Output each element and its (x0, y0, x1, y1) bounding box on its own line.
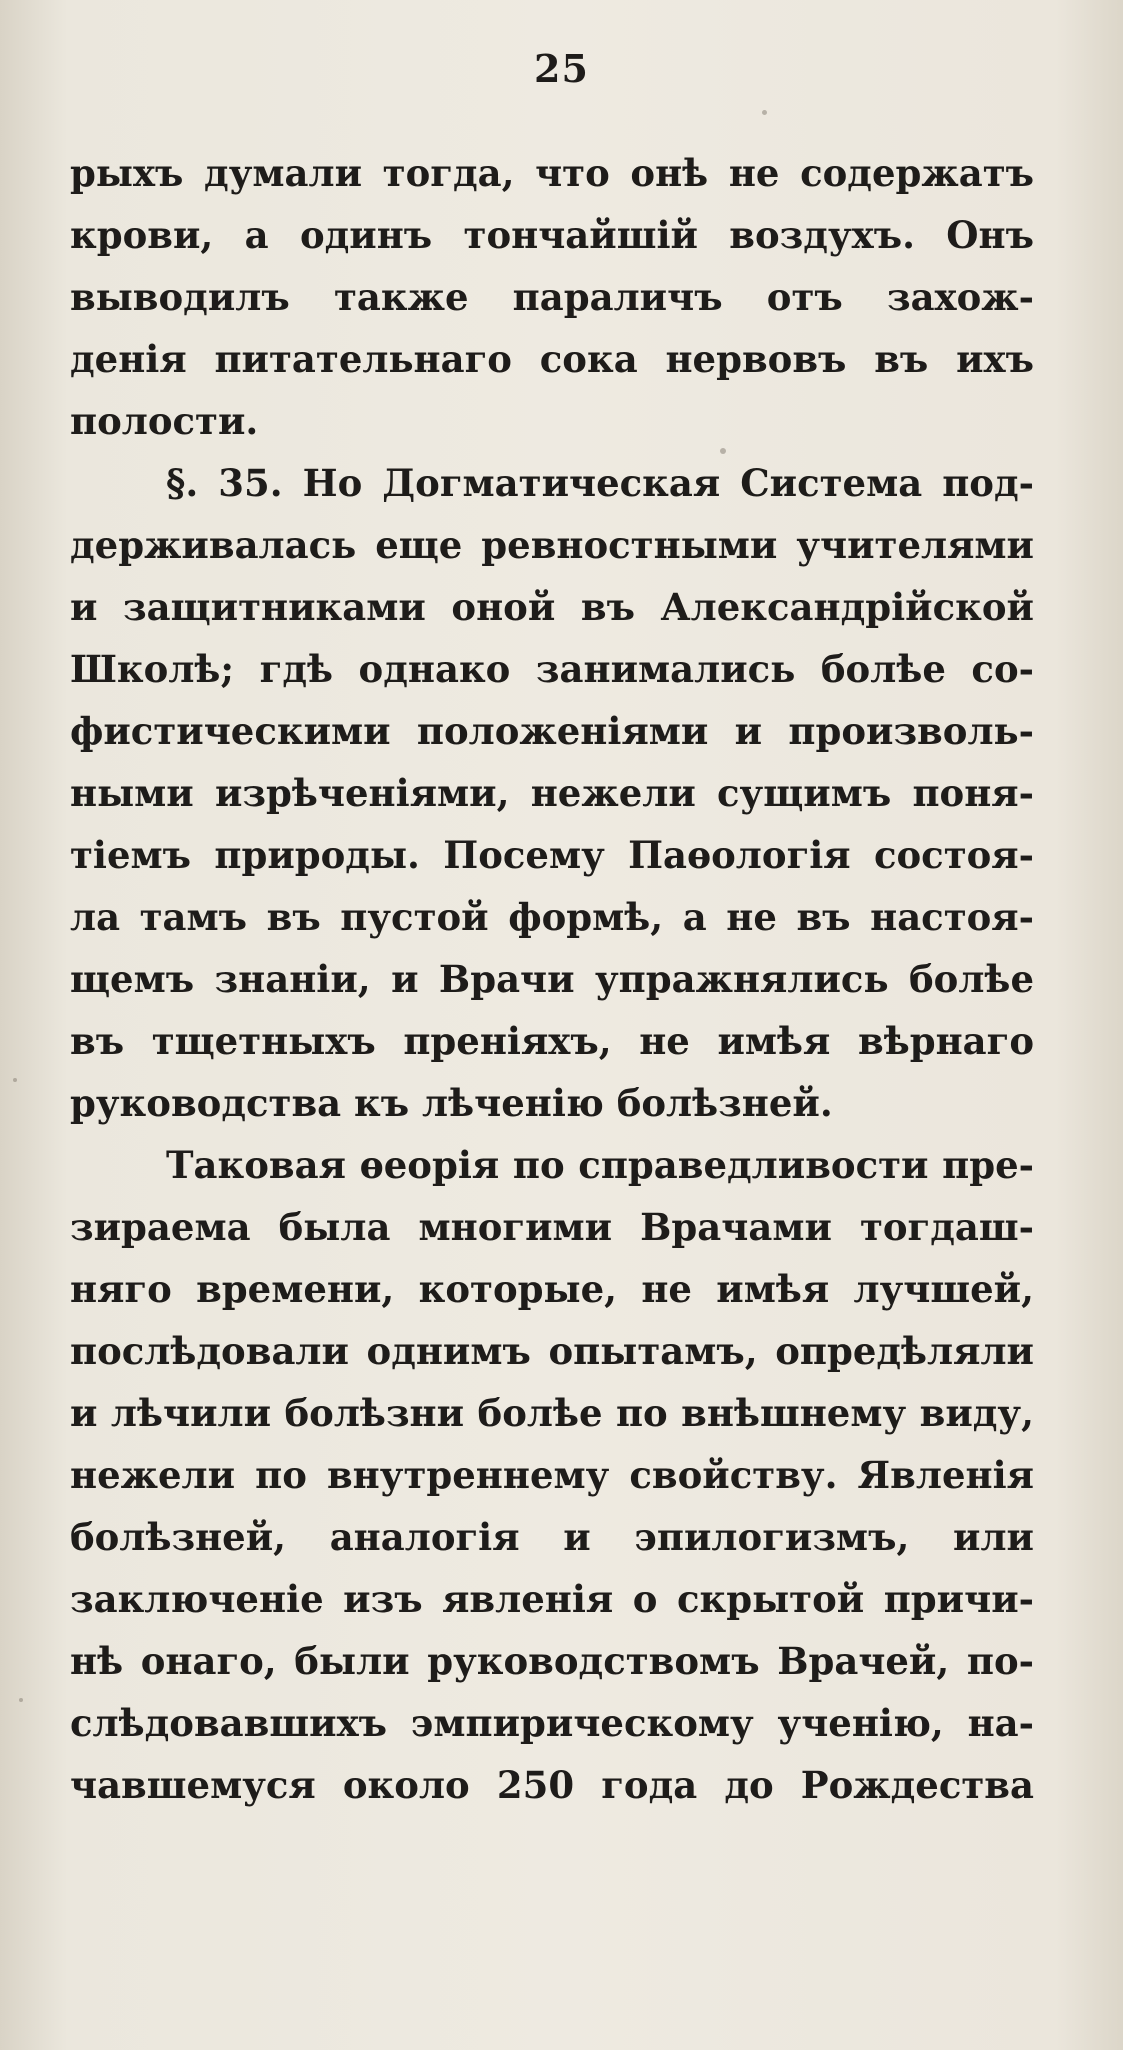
paper-speck (19, 1698, 23, 1702)
text-line: чавшемуся около 250 года до Рождества (70, 1763, 1034, 1807)
text-line: денія питательнаго сока нервовъ въ ихъ (70, 337, 1034, 381)
text-line: держивалась еще ревностными учителями (70, 523, 1034, 567)
text-line: ла тамъ въ пустой формѣ, а не въ настоя- (70, 895, 1034, 939)
text-line: полости. (70, 399, 259, 443)
text-line: выводилъ также параличъ отъ захож- (70, 275, 1034, 319)
paper-speck (720, 448, 726, 454)
text-line: Таковая ѳеорія по справедливости пре- (166, 1143, 1034, 1187)
text-line: болѣзней, аналогія и эпилогизмъ, или (70, 1515, 1034, 1559)
text-line: въ тщетныхъ преніяхъ, не имѣя вѣрнаго (70, 1019, 1034, 1063)
page-number: 25 (534, 46, 589, 91)
text-line: §. 35. Но Догматическая Система под- (166, 461, 1034, 505)
paper-speck (762, 110, 767, 115)
body-text (70, 142, 1034, 1816)
text-line: няго времени, которые, не имѣя лучшей, (70, 1267, 1034, 1311)
paragraph (70, 1134, 1034, 1816)
text-line: зираема была многими Врачами тогдаш- (70, 1205, 1034, 1249)
text-line: Школѣ; гдѣ однако занимались болѣе со- (70, 647, 1034, 691)
text-line: руководства къ лѣченію болѣзней. (70, 1081, 833, 1125)
paragraph (70, 142, 1034, 452)
text-line: нежели по внутреннему свойству. Явленія (70, 1453, 1034, 1497)
text-line: послѣдовали однимъ опытамъ, опредѣляли (70, 1329, 1034, 1373)
text-line: тіемъ природы. Посему Паѳологія состоя- (70, 833, 1034, 877)
paragraph (70, 452, 1034, 1134)
text-line: щемъ знаніи, и Врачи упражнялись болѣе (70, 957, 1034, 1001)
text-line: слѣдовавшихъ эмпирическому ученію, на- (70, 1701, 1034, 1745)
text-line: крови, а одинъ тончайшій воздухъ. Онъ (70, 213, 1034, 257)
text-line: заключеніе изъ явленія о скрытой причи- (70, 1577, 1034, 1621)
text-line: и защитниками оной въ Александрійской (70, 585, 1034, 629)
text-line: и лѣчили болѣзни болѣе по внѣшнему виду, (70, 1391, 1034, 1435)
text-line: нѣ онаго, были руководствомъ Врачей, по- (70, 1639, 1034, 1683)
text-line: фистическими положеніями и произволь- (70, 709, 1034, 753)
paper-speck (13, 1078, 17, 1082)
text-line: ными изрѣченіями, нежели сущимъ поня- (70, 771, 1034, 815)
text-line: рыхъ думали тогда, что онѣ не содержатъ (70, 151, 1034, 195)
